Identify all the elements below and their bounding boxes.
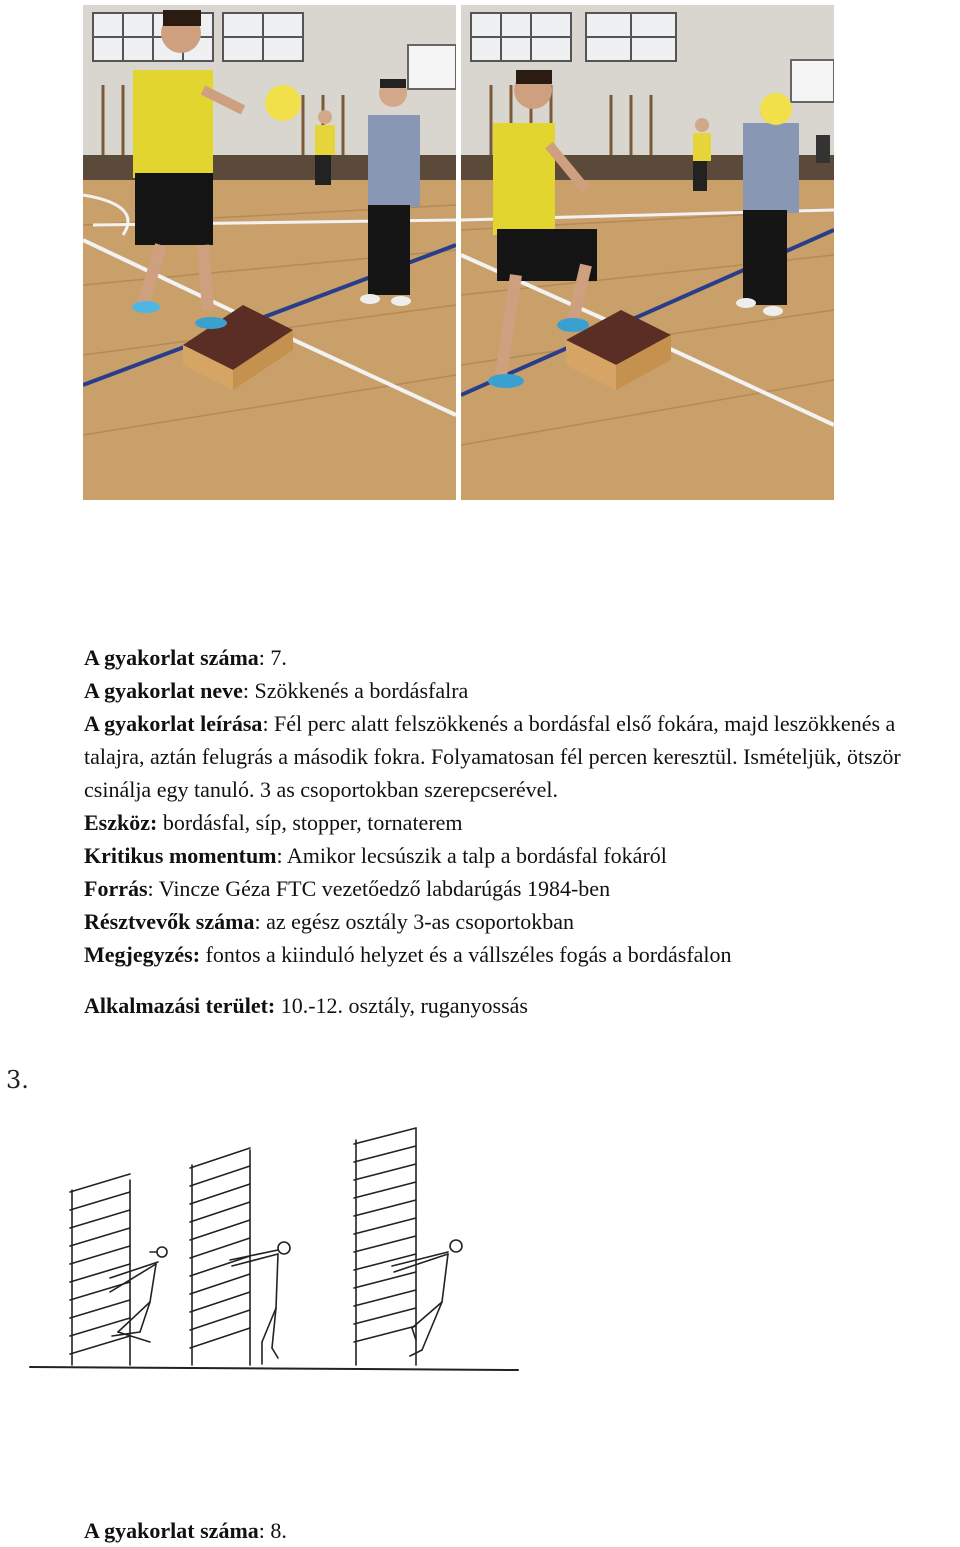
exercise-sketch xyxy=(0,1040,560,1400)
wall-bars-3 xyxy=(354,1128,416,1365)
exercise-source-line xyxy=(84,872,944,905)
exercise-critical-label: Kritikus momentum xyxy=(84,843,277,868)
exercise-note-label: Megjegyzés: xyxy=(84,942,201,967)
exercise-name-value: : Szökkenés a bordásfalra xyxy=(242,678,469,703)
exercise-area-line xyxy=(84,989,944,1022)
exercise-tools-value: bordásfal, síp, stopper, tornaterem xyxy=(157,810,463,835)
exercise-area-value: 10.-12. osztály, ruganyossás xyxy=(275,993,528,1018)
exercise-photo-2 xyxy=(461,5,834,500)
figure-1 xyxy=(110,1247,167,1342)
exercise-participants-value: : az egész osztály 3-as csoportokban xyxy=(254,909,574,934)
exercise-tools-line xyxy=(84,806,944,839)
wall-bars-1 xyxy=(70,1174,130,1365)
exercise-note-value: fontos a kiinduló helyzet és a vállszéles fogás a bordásfalon xyxy=(200,942,732,967)
wall-bars-2 xyxy=(190,1148,250,1365)
exercise-area-label: Alkalmazási terület: xyxy=(84,993,276,1018)
exercise-participants-line xyxy=(84,905,944,938)
exercise-number-value: : 7. xyxy=(258,645,287,670)
exercise-photo-1 xyxy=(83,5,456,500)
exercise-critical-value: : Amikor lecsúszik a talp a bordásfal fokáról xyxy=(276,843,667,868)
exercise-description-line xyxy=(84,707,944,806)
exercise-critical-line xyxy=(84,839,944,872)
exercise-name-line xyxy=(84,674,944,707)
exercise-description-value: : Fél perc alatt felszökkenés a bordásfal első fokára, majd leszökkenés a talajra, aztán felugrás a második fokra. Folyamatosan fél percen keresztül. Ismételjük, ötször csinálja egy tanuló. 3 as csoportokban szerepcserével. xyxy=(84,711,901,802)
exercise-source-label: Forrás xyxy=(84,876,148,901)
exercise-source-value: : Vincze Géza FTC vezetőedző labdarúgás 1984-ben xyxy=(147,876,611,901)
next-exercise-number-value: : 8. xyxy=(258,1518,287,1543)
next-exercise-number-label: A gyakorlat száma xyxy=(84,1518,259,1543)
exercise-tools-label: Eszköz: xyxy=(84,810,158,835)
exercise-number-label: A gyakorlat száma xyxy=(84,645,259,670)
exercise-name-label: A gyakorlat neve xyxy=(84,678,243,703)
exercise-note-line xyxy=(84,938,944,971)
sketch-number: 3. xyxy=(6,1066,29,1094)
exercise-description xyxy=(84,641,944,1022)
exercise-participants-label: Résztvevők száma xyxy=(84,909,255,934)
exercise-number-line xyxy=(84,641,944,674)
exercise-description-label: A gyakorlat leírása xyxy=(84,711,263,736)
next-exercise-number-line xyxy=(84,1514,287,1547)
